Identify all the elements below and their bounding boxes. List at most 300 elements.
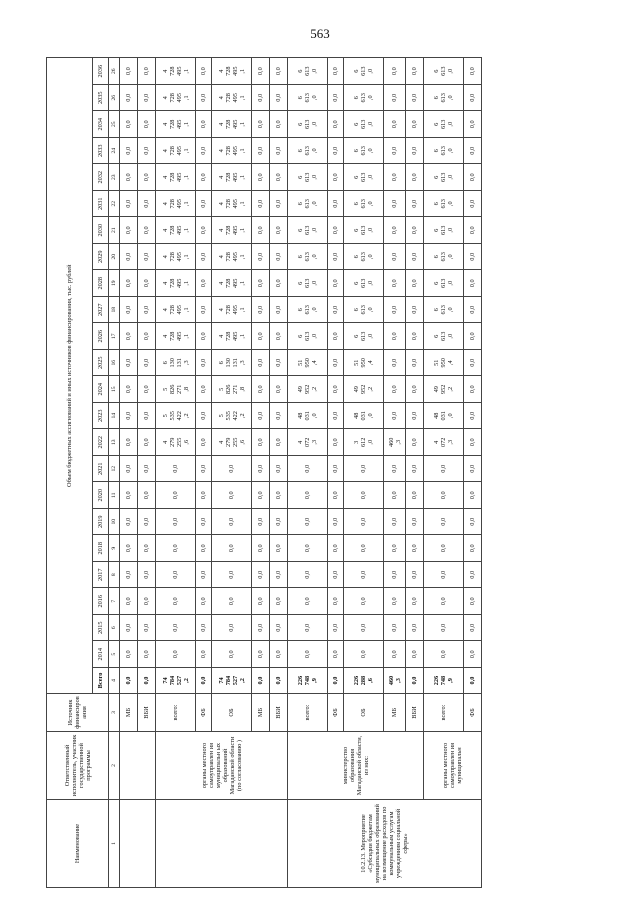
- year-value: 0,0: [344, 615, 384, 642]
- year-value: 0,0: [196, 244, 212, 271]
- year-value: 0,0: [196, 138, 212, 165]
- header-year: 2029: [93, 244, 109, 271]
- year-value: 0,0: [138, 297, 156, 324]
- year-value: 6 613 ,0: [424, 58, 464, 85]
- year-value: 6 613 ,0: [288, 58, 328, 85]
- total-value: 0,0: [120, 668, 138, 694]
- year-value: 0,0: [270, 482, 288, 509]
- year-value: 6 613 ,0: [344, 323, 384, 350]
- table-row: [120, 58, 138, 888]
- year-value: 4 072 ,3: [424, 429, 464, 456]
- total-value: 226 748 ,9: [288, 668, 328, 694]
- year-value: 6 613 ,0: [344, 244, 384, 271]
- column-number: 10: [109, 509, 120, 536]
- year-value: 0,0: [384, 85, 406, 112]
- year-value: 0,0: [464, 588, 482, 615]
- year-value: 0,0: [120, 641, 138, 668]
- year-value: 0,0: [424, 588, 464, 615]
- year-value: 4 728 495 ,1: [156, 191, 196, 218]
- year-value: 6 130 131 ,3: [156, 350, 196, 377]
- year-value: 0,0: [138, 456, 156, 483]
- year-value: 0,0: [384, 323, 406, 350]
- year-value: 0,0: [120, 350, 138, 377]
- year-value: 4 728 495 ,1: [212, 270, 252, 297]
- source-cell: ФБ: [464, 694, 482, 732]
- year-value: 0,0: [344, 482, 384, 509]
- year-value: 0,0: [464, 403, 482, 430]
- year-value: 0,0: [138, 350, 156, 377]
- column-number: 26: [109, 85, 120, 112]
- year-value: 0,0: [270, 297, 288, 324]
- year-value: 0,0: [120, 58, 138, 85]
- year-value: 0,0: [120, 509, 138, 536]
- year-value: 0,0: [384, 588, 406, 615]
- year-value: 6 613 ,0: [424, 164, 464, 191]
- year-value: 0,0: [270, 217, 288, 244]
- year-value: 0,0: [252, 509, 270, 536]
- year-value: 0,0: [384, 244, 406, 271]
- year-value: 0,0: [328, 482, 344, 509]
- year-value: 4 728 495 ,1: [212, 297, 252, 324]
- year-value: 0,0: [270, 191, 288, 218]
- year-value: 0,0: [270, 509, 288, 536]
- year-value: 0,0: [252, 297, 270, 324]
- year-value: 0,0: [212, 562, 252, 589]
- source-cell: ОБ: [344, 694, 384, 732]
- year-value: 5 535 422 ,2: [212, 403, 252, 430]
- year-value: 0,0: [464, 350, 482, 377]
- year-value: 0,0: [406, 297, 424, 324]
- year-value: 0,0: [138, 270, 156, 297]
- executor-cell-empty: [120, 732, 156, 800]
- year-value: 0,0: [424, 615, 464, 642]
- page-number: 563: [310, 26, 330, 41]
- header-year: 2032: [93, 164, 109, 191]
- year-value: 6 613 ,0: [344, 297, 384, 324]
- year-value: 6 130 131 ,3: [212, 350, 252, 377]
- year-value: 0,0: [270, 456, 288, 483]
- total-value: 0,0: [328, 668, 344, 694]
- year-value: 51 950 ,4: [344, 350, 384, 377]
- year-value: 0,0: [252, 111, 270, 138]
- year-value: 0,0: [196, 350, 212, 377]
- year-value: 4 728 495 ,1: [156, 217, 196, 244]
- year-value: 0,0: [464, 615, 482, 642]
- year-value: 0,0: [328, 456, 344, 483]
- year-value: 0,0: [424, 482, 464, 509]
- year-value: 6 613 ,0: [424, 85, 464, 112]
- year-value: 4 728 495 ,1: [156, 111, 196, 138]
- year-value: 0,0: [270, 376, 288, 403]
- year-value: 0,0: [270, 111, 288, 138]
- year-value: 0,0: [406, 217, 424, 244]
- source-cell: ВБИ: [406, 694, 424, 732]
- year-value: 0,0: [406, 615, 424, 642]
- year-value: 0,0: [252, 350, 270, 377]
- year-value: 0,0: [344, 509, 384, 536]
- year-value: 0,0: [120, 297, 138, 324]
- year-value: 0,0: [120, 588, 138, 615]
- year-value: 6 613 ,0: [424, 138, 464, 165]
- year-value: 6 613 ,0: [288, 217, 328, 244]
- year-value: 0,0: [384, 217, 406, 244]
- year-value: 0,0: [464, 482, 482, 509]
- year-value: 51 950 ,4: [288, 350, 328, 377]
- year-value: 0,0: [138, 641, 156, 668]
- year-value: 6 613 ,0: [344, 164, 384, 191]
- year-value: 0,0: [270, 562, 288, 589]
- year-value: 0,0: [156, 535, 196, 562]
- column-number: 25: [109, 111, 120, 138]
- year-value: 0,0: [464, 111, 482, 138]
- year-value: 0,0: [384, 482, 406, 509]
- year-value: 0,0: [212, 509, 252, 536]
- header-year: 2026: [93, 323, 109, 350]
- column-number: 23: [109, 164, 120, 191]
- year-value: 5 826 271 ,8: [156, 376, 196, 403]
- column-number: 12: [109, 456, 120, 483]
- year-value: 0,0: [252, 244, 270, 271]
- year-value: 0,0: [196, 403, 212, 430]
- year-value: 0,0: [406, 429, 424, 456]
- year-value: 0,0: [424, 509, 464, 536]
- source-cell: всего:: [288, 694, 328, 732]
- year-value: 0,0: [384, 562, 406, 589]
- total-value: 0,0: [406, 668, 424, 694]
- year-value: 0,0: [138, 482, 156, 509]
- year-value: 0,0: [196, 111, 212, 138]
- year-value: 0,0: [252, 323, 270, 350]
- header-total: Всего: [93, 668, 109, 694]
- year-value: 0,0: [328, 244, 344, 271]
- column-number: 17: [109, 323, 120, 350]
- year-value: 5 535 422 ,2: [156, 403, 196, 430]
- year-value: 6 613 ,0: [344, 217, 384, 244]
- source-cell: ОБ: [212, 694, 252, 732]
- year-value: 6 613 ,0: [288, 244, 328, 271]
- total-value: 226 748 ,9: [424, 668, 464, 694]
- year-value: 0,0: [196, 482, 212, 509]
- year-value: 0,0: [384, 58, 406, 85]
- year-value: 0,0: [270, 58, 288, 85]
- total-value: 460 ,3: [384, 668, 406, 694]
- source-cell: ФБ: [196, 694, 212, 732]
- year-value: 0,0: [196, 85, 212, 112]
- header-year: 2033: [93, 138, 109, 165]
- year-value: 0,0: [328, 217, 344, 244]
- column-number: 6: [109, 615, 120, 642]
- year-value: 0,0: [384, 615, 406, 642]
- year-value: 0,0: [138, 111, 156, 138]
- year-value: 0,0: [196, 164, 212, 191]
- year-value: 6 613 ,0: [424, 111, 464, 138]
- name-cell-empty: [156, 800, 288, 888]
- year-value: 4 728 495 ,1: [156, 85, 196, 112]
- year-value: 0,0: [406, 138, 424, 165]
- year-value: 0,0: [288, 588, 328, 615]
- year-value: 0,0: [328, 323, 344, 350]
- header-year: 2035: [93, 85, 109, 112]
- year-value: 0,0: [270, 403, 288, 430]
- year-value: 0,0: [156, 615, 196, 642]
- source-cell: ФБ: [328, 694, 344, 732]
- year-value: 49 952 ,2: [288, 376, 328, 403]
- year-value: 0,0: [138, 164, 156, 191]
- year-value: 460 ,3: [384, 429, 406, 456]
- year-value: 0,0: [288, 482, 328, 509]
- year-value: 0,0: [196, 562, 212, 589]
- year-value: 0,0: [406, 376, 424, 403]
- year-value: 0,0: [464, 641, 482, 668]
- year-value: 0,0: [406, 350, 424, 377]
- year-value: 0,0: [384, 138, 406, 165]
- year-value: 0,0: [406, 641, 424, 668]
- year-value: 4 728 495 ,1: [156, 58, 196, 85]
- column-number: 20: [109, 244, 120, 271]
- rotated-table-container: [46, 58, 530, 888]
- year-value: 0,0: [328, 164, 344, 191]
- year-value: 0,0: [406, 535, 424, 562]
- year-value: 0,0: [406, 562, 424, 589]
- year-value: 0,0: [120, 111, 138, 138]
- measure-name: 10.2.13. Мероприятие «Субсидии бюджетам муниципальных образований на возмещение расходов по коммунальным услугам учреждениям социальной сферы»: [288, 800, 482, 888]
- year-value: 4 728 495 ,1: [212, 138, 252, 165]
- header-row: [47, 58, 93, 888]
- header-year: 2017: [93, 562, 109, 589]
- year-value: 0,0: [344, 535, 384, 562]
- year-value: 0,0: [288, 456, 328, 483]
- year-value: 49 952 ,2: [424, 376, 464, 403]
- year-value: 0,0: [406, 456, 424, 483]
- year-value: 0,0: [138, 85, 156, 112]
- year-value: 0,0: [120, 615, 138, 642]
- year-value: 0,0: [424, 641, 464, 668]
- column-number: 11: [109, 482, 120, 509]
- year-value: 0,0: [196, 323, 212, 350]
- year-value: 0,0: [252, 164, 270, 191]
- year-value: 0,0: [270, 641, 288, 668]
- year-value: 0,0: [464, 509, 482, 536]
- year-value: 0,0: [252, 562, 270, 589]
- year-value: 0,0: [196, 588, 212, 615]
- year-value: 0,0: [138, 588, 156, 615]
- column-number: 19: [109, 270, 120, 297]
- column-number: 22: [109, 191, 120, 218]
- column-number: 24: [109, 138, 120, 165]
- year-value: 4 728 495 ,1: [212, 191, 252, 218]
- year-value: 0,0: [328, 85, 344, 112]
- year-value: 0,0: [424, 562, 464, 589]
- year-value: 0,0: [138, 562, 156, 589]
- header-year: 2036: [93, 58, 109, 85]
- year-value: 4 728 495 ,1: [212, 323, 252, 350]
- header-year: 2021: [93, 456, 109, 483]
- total-value: 0,0: [270, 668, 288, 694]
- name-cell-empty: [120, 800, 156, 888]
- year-value: 0,0: [138, 138, 156, 165]
- executor-cell: министерство образования Магаданской области, из них:: [288, 732, 424, 800]
- year-value: 4 728 495 ,1: [156, 270, 196, 297]
- year-value: 0,0: [406, 482, 424, 509]
- year-value: 0,0: [212, 482, 252, 509]
- year-value: 6 613 ,0: [424, 270, 464, 297]
- year-value: 0,0: [270, 270, 288, 297]
- year-value: 0,0: [138, 191, 156, 218]
- table-row: [424, 58, 464, 888]
- year-value: 0,0: [384, 535, 406, 562]
- budget-table: [46, 57, 482, 888]
- year-value: 48 031 ,0: [424, 403, 464, 430]
- source-cell: МБ: [252, 694, 270, 732]
- year-value: 0,0: [328, 588, 344, 615]
- year-value: 0,0: [288, 509, 328, 536]
- total-value: 226 288 ,6: [344, 668, 384, 694]
- year-value: 51 950 ,4: [424, 350, 464, 377]
- year-value: 4 728 495 ,1: [212, 244, 252, 271]
- header-year: 2025: [93, 350, 109, 377]
- year-value: 0,0: [288, 615, 328, 642]
- year-value: 0,0: [156, 482, 196, 509]
- year-value: 0,0: [156, 641, 196, 668]
- year-value: 0,0: [138, 323, 156, 350]
- year-value: 0,0: [288, 535, 328, 562]
- year-value: 0,0: [384, 164, 406, 191]
- year-value: 6 613 ,0: [344, 58, 384, 85]
- year-value: 0,0: [120, 482, 138, 509]
- year-value: 0,0: [252, 641, 270, 668]
- header-year: 2022: [93, 429, 109, 456]
- year-value: 6 613 ,0: [288, 270, 328, 297]
- table-row: [156, 58, 196, 888]
- year-value: 6 613 ,0: [288, 191, 328, 218]
- year-value: 0,0: [196, 270, 212, 297]
- year-value: 4 728 495 ,1: [156, 297, 196, 324]
- year-value: 0,0: [252, 191, 270, 218]
- source-cell: всего:: [156, 694, 196, 732]
- year-value: 0,0: [270, 323, 288, 350]
- column-number: 7: [109, 588, 120, 615]
- column-number: 2: [109, 732, 120, 800]
- header-volume: Объем бюджетных ассигнований и иных источников финансирования, тыс. рублей: [47, 58, 93, 694]
- year-value: 0,0: [270, 85, 288, 112]
- column-number: 9: [109, 535, 120, 562]
- year-value: 0,0: [464, 297, 482, 324]
- year-value: 0,0: [120, 164, 138, 191]
- year-value: 0,0: [270, 138, 288, 165]
- year-value: 0,0: [384, 403, 406, 430]
- year-value: 0,0: [252, 217, 270, 244]
- year-value: 4 728 495 ,1: [212, 217, 252, 244]
- year-value: 0,0: [252, 403, 270, 430]
- year-value: 0,0: [464, 270, 482, 297]
- year-value: 0,0: [252, 58, 270, 85]
- year-value: 0,0: [288, 641, 328, 668]
- year-value: 4 279 255 ,6: [156, 429, 196, 456]
- year-value: 0,0: [344, 456, 384, 483]
- column-number: 8: [109, 562, 120, 589]
- year-value: 0,0: [138, 509, 156, 536]
- column-number: 5: [109, 641, 120, 668]
- year-value: 0,0: [464, 217, 482, 244]
- year-value: 0,0: [196, 641, 212, 668]
- year-value: 0,0: [344, 562, 384, 589]
- year-value: 0,0: [196, 615, 212, 642]
- year-value: 0,0: [196, 297, 212, 324]
- year-value: 0,0: [328, 270, 344, 297]
- table-row: [288, 58, 328, 888]
- year-value: 0,0: [328, 350, 344, 377]
- total-value: 0,0: [252, 668, 270, 694]
- year-value: 0,0: [328, 297, 344, 324]
- year-value: 0,0: [406, 111, 424, 138]
- total-value: 0,0: [196, 668, 212, 694]
- year-value: 0,0: [328, 376, 344, 403]
- year-value: 0,0: [120, 270, 138, 297]
- year-value: 0,0: [328, 615, 344, 642]
- header-year: 2019: [93, 509, 109, 536]
- year-value: 4 728 495 ,1: [212, 85, 252, 112]
- year-value: 0,0: [464, 138, 482, 165]
- year-value: 0,0: [138, 403, 156, 430]
- year-value: 0,0: [138, 615, 156, 642]
- header-year: 2014: [93, 641, 109, 668]
- total-value: 0,0: [138, 668, 156, 694]
- year-value: 0,0: [328, 641, 344, 668]
- header-year: 2023: [93, 403, 109, 430]
- column-number: 13: [109, 429, 120, 456]
- column-number: 14: [109, 403, 120, 430]
- year-value: 6 613 ,0: [288, 85, 328, 112]
- year-value: 0,0: [406, 164, 424, 191]
- year-value: 6 613 ,0: [288, 297, 328, 324]
- year-value: 0,0: [424, 535, 464, 562]
- year-value: 0,0: [196, 535, 212, 562]
- header-source: Источник финансирования: [47, 694, 109, 732]
- year-value: 0,0: [328, 562, 344, 589]
- year-value: 0,0: [328, 509, 344, 536]
- column-number: 15: [109, 376, 120, 403]
- year-value: 0,0: [464, 323, 482, 350]
- year-value: 4 072 ,3: [288, 429, 328, 456]
- year-value: 6 613 ,0: [344, 111, 384, 138]
- header-year: 2024: [93, 376, 109, 403]
- year-value: 0,0: [270, 244, 288, 271]
- column-number: 1: [109, 800, 120, 888]
- year-value: 0,0: [120, 138, 138, 165]
- year-value: 0,0: [384, 376, 406, 403]
- total-value: 74 784 527 ,2: [156, 668, 196, 694]
- year-value: 0,0: [406, 403, 424, 430]
- column-number: 3: [109, 694, 120, 732]
- year-value: 48 031 ,0: [344, 403, 384, 430]
- year-value: 0,0: [196, 509, 212, 536]
- year-value: 6 613 ,0: [424, 323, 464, 350]
- year-value: 0,0: [138, 244, 156, 271]
- year-value: 6 613 ,0: [288, 138, 328, 165]
- year-value: 0,0: [464, 456, 482, 483]
- year-value: 0,0: [120, 191, 138, 218]
- year-value: 0,0: [406, 244, 424, 271]
- year-value: 0,0: [270, 164, 288, 191]
- year-value: 0,0: [196, 429, 212, 456]
- year-value: 0,0: [196, 58, 212, 85]
- year-value: 0,0: [406, 509, 424, 536]
- year-value: 0,0: [196, 456, 212, 483]
- year-value: 0,0: [384, 270, 406, 297]
- year-value: 0,0: [270, 615, 288, 642]
- year-value: 4 728 495 ,1: [156, 164, 196, 191]
- year-value: 0,0: [252, 535, 270, 562]
